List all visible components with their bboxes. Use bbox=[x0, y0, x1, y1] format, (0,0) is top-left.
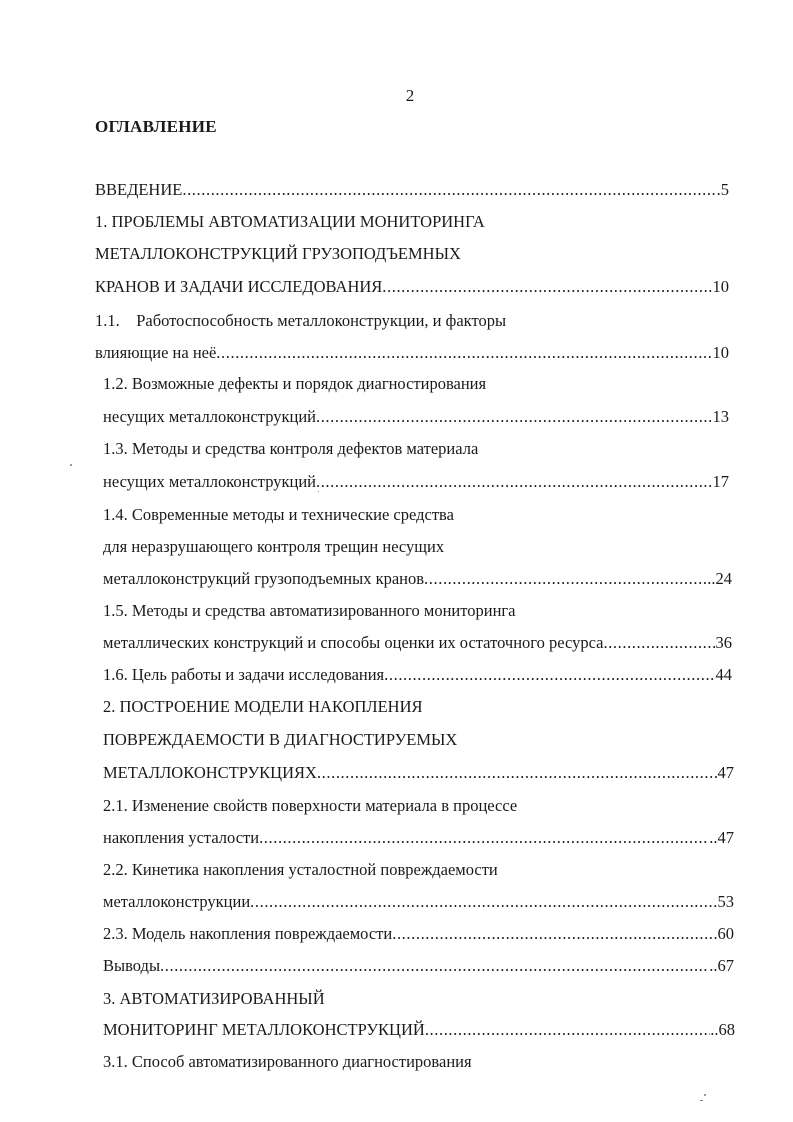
toc-entry bbox=[103, 601, 516, 621]
toc-leader-dots bbox=[392, 924, 717, 944]
toc-entry bbox=[103, 439, 478, 459]
toc-entry bbox=[103, 860, 498, 880]
toc-entry-text: МЕТАЛЛОКОНСТРУКЦИЙ ГРУЗОПОДЪЕМНЫХ bbox=[95, 244, 461, 263]
toc-entry-page: 17 bbox=[712, 472, 729, 491]
toc-entry bbox=[103, 828, 734, 848]
toc-entry-text: 1.3. Методы и средства контроля дефектов материала bbox=[103, 439, 479, 458]
toc-entry-text: металлоконструкций грузоподъемных кранов bbox=[103, 569, 425, 588]
toc-entry bbox=[95, 311, 506, 331]
toc-entry-text: 2.2. Кинетика накопления усталостной повреждаемости bbox=[103, 860, 498, 879]
toc-entry bbox=[103, 892, 734, 912]
toc-entry bbox=[103, 505, 454, 525]
toc-entry bbox=[95, 343, 729, 363]
toc-leader-dots bbox=[160, 956, 709, 976]
toc-entry bbox=[95, 212, 485, 232]
toc-entry-text: накопления усталости bbox=[103, 828, 260, 847]
toc-entry-text: металлоконструкции bbox=[103, 892, 251, 911]
toc-entry-text: КРАНОВ И ЗАДАЧИ ИССЛЕДОВАНИЯ bbox=[95, 277, 383, 296]
toc-entry-text: несущих металлоконструкций bbox=[103, 407, 316, 426]
toc-entry-text: 1. ПРОБЛЕМЫ АВТОМАТИЗАЦИИ МОНИТОРИНГА bbox=[95, 212, 485, 231]
scan-speck bbox=[318, 491, 319, 492]
toc-entry bbox=[103, 633, 732, 653]
toc-entry-page: 36 bbox=[715, 633, 732, 652]
toc-entry-page: 47 bbox=[717, 763, 734, 782]
toc-entry-page: .5 bbox=[716, 180, 729, 199]
toc-leader-dots bbox=[259, 828, 709, 848]
toc-entry-text: 2.1. Изменение свойств поверхности материала в процессе bbox=[103, 796, 518, 815]
toc-entry-text: 1.5. Методы и средства автоматизированного мониторинга bbox=[103, 601, 516, 620]
toc-entry bbox=[103, 407, 729, 427]
toc-leader-dots bbox=[316, 407, 713, 427]
toc-entry-page: 10 bbox=[712, 277, 729, 296]
toc-entry-page: 44 bbox=[715, 665, 732, 684]
toc-entry-text: 1.4. Современные методы и технические средства bbox=[103, 505, 454, 524]
toc-entry bbox=[103, 374, 486, 394]
toc-entry bbox=[103, 989, 325, 1009]
toc-entry-text: влияющие на неё bbox=[95, 343, 217, 362]
toc-entry bbox=[103, 569, 732, 589]
scan-speck bbox=[700, 1100, 703, 1101]
toc-entry bbox=[103, 1020, 735, 1040]
toc-entry bbox=[103, 763, 734, 783]
toc-entry-text: несущих металлоконструкций bbox=[103, 472, 316, 491]
toc-entry bbox=[103, 730, 457, 750]
toc-entry-text: МОНИТОРИНГ МЕТАЛЛОКОНСТРУКЦИЙ bbox=[103, 1020, 425, 1039]
toc-leader-dots bbox=[182, 180, 716, 200]
toc-entry-text: МЕТАЛЛОКОНСТРУКЦИЯХ bbox=[103, 763, 317, 782]
toc-entry bbox=[103, 796, 517, 816]
toc-leader-dots bbox=[382, 277, 712, 297]
toc-entry bbox=[103, 537, 444, 557]
toc-leader-dots bbox=[424, 569, 707, 589]
toc-entry bbox=[95, 244, 461, 264]
toc-entry bbox=[95, 277, 729, 297]
toc-entry-text: ПОВРЕЖДАЕМОСТИ В ДИАГНОСТИРУЕМЫХ bbox=[103, 730, 458, 749]
toc-entry-page: ..24 bbox=[707, 569, 732, 588]
toc-entry bbox=[103, 924, 734, 944]
toc-entry-page: 10 bbox=[712, 343, 729, 362]
toc-entry-text: 1.6. Цель работы и задачи исследования bbox=[103, 665, 385, 684]
toc-entry-page: ..67 bbox=[709, 956, 734, 975]
toc-entry-text: 1.1. Работоспособность металлоконструкции, и факторы bbox=[95, 311, 507, 330]
toc-entry bbox=[103, 472, 729, 492]
toc-leader-dots bbox=[384, 665, 715, 685]
scan-speck bbox=[70, 464, 72, 466]
toc-leader-dots bbox=[317, 763, 718, 783]
toc-entry bbox=[103, 956, 734, 976]
toc-entry-text: ВВЕДЕНИЕ bbox=[95, 180, 183, 199]
toc-entry-text: 2. ПОСТРОЕНИЕ МОДЕЛИ НАКОПЛЕНИЯ bbox=[103, 697, 423, 716]
toc-leader-dots bbox=[216, 343, 712, 363]
toc-entry-text: 3.1. Способ автоматизированного диагностирования bbox=[103, 1052, 472, 1071]
toc-entry-text: Выводы bbox=[103, 956, 161, 975]
toc-entry-page: ..47 bbox=[709, 828, 734, 847]
page-number: 2 bbox=[405, 86, 415, 105]
toc-entry-text: 3. АВТОМАТИЗИРОВАННЫЙ bbox=[103, 989, 325, 1008]
toc-leader-dots bbox=[425, 1020, 710, 1040]
toc-entry bbox=[95, 180, 729, 200]
toc-heading: ОГЛАВЛЕНИЕ bbox=[95, 117, 217, 136]
toc-entry-page: 13 bbox=[712, 407, 729, 426]
toc-entry-text: металлических конструкций и способы оценки их остаточного ресурса bbox=[103, 633, 604, 652]
toc-entry-page: 53 bbox=[717, 892, 734, 911]
toc-entry-text: 1.2. Возможные дефекты и порядок диагностирования bbox=[103, 374, 487, 393]
toc-entry bbox=[103, 1052, 472, 1072]
toc-entry-text: 2.3. Модель накопления повреждаемости bbox=[103, 924, 393, 943]
toc-leader-dots bbox=[603, 633, 715, 653]
toc-entry bbox=[103, 665, 732, 685]
toc-entry-page: 60 bbox=[717, 924, 734, 943]
toc-entry-text: для неразрушающего контроля трещин несущих bbox=[103, 537, 445, 556]
toc-leader-dots bbox=[250, 892, 717, 912]
toc-entry-page: ..68 bbox=[710, 1020, 735, 1039]
toc-leader-dots bbox=[316, 472, 713, 492]
toc-entry bbox=[103, 697, 423, 717]
scan-speck bbox=[704, 1094, 706, 1096]
